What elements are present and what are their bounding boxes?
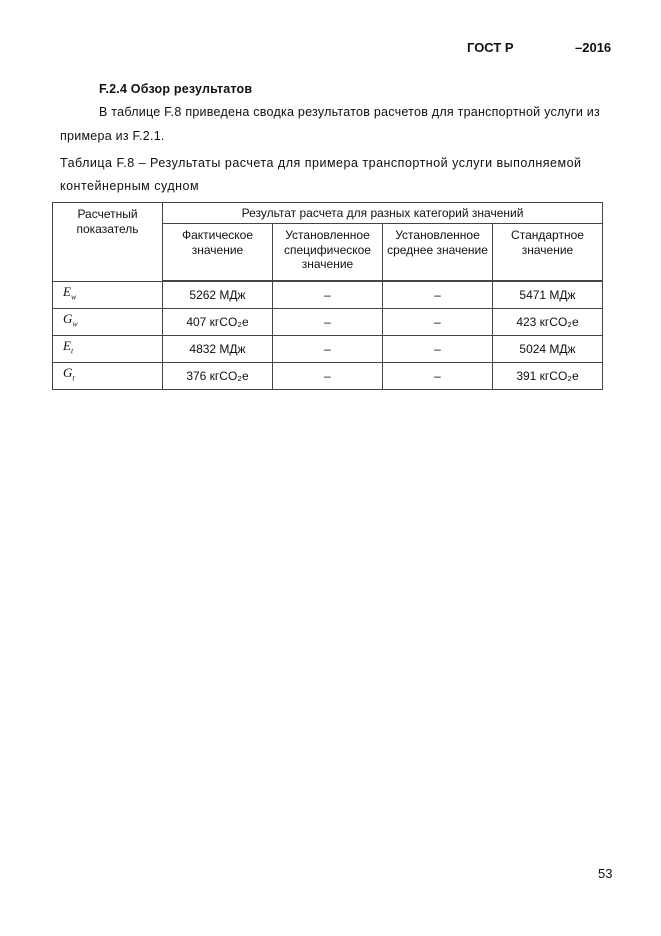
header-year: –2016 (575, 40, 612, 55)
table-row (53, 309, 603, 336)
symbol-cell (53, 309, 163, 336)
section-title: F.2.4 Обзор результатов (99, 82, 253, 96)
symbol-subscript: w (70, 292, 77, 302)
standard-value-cell: 5471 МДж (493, 281, 603, 309)
header-standard-code: ГОСТ Р (467, 40, 514, 55)
actual-value-cell: 376 кгCO₂e (163, 363, 273, 390)
table-row (53, 363, 603, 390)
symbol: G (63, 364, 73, 380)
column-header-average: Установленное среднее значение (383, 224, 493, 282)
average-value-cell: – (383, 336, 493, 363)
average-value-cell: – (383, 363, 493, 390)
average-value-cell: – (383, 281, 493, 309)
specific-value-cell: – (273, 336, 383, 363)
table-row (53, 336, 603, 363)
symbol-cell (53, 336, 163, 363)
symbol-cell (53, 281, 163, 309)
results-table (52, 202, 603, 390)
symbol-subscript: w (72, 319, 78, 329)
column-header-standard: Стандартное значение (493, 224, 603, 282)
symbol: G (63, 310, 73, 326)
row-header-cell: Расчетный показатель (53, 203, 163, 282)
symbol-subscript: t (70, 346, 74, 356)
actual-value-cell: 5262 МДж (163, 281, 273, 309)
specific-value-cell: – (273, 281, 383, 309)
page-number: 53 (598, 866, 613, 881)
table-row (53, 281, 603, 309)
symbol-subscript: t (72, 373, 75, 383)
symbol-cell (53, 363, 163, 390)
column-header-actual: Фактическое значение (163, 224, 273, 282)
column-header-specific: Установленное специфическое значение (273, 224, 383, 282)
intro-paragraph: В таблице F.8 приведена сводка результатов расчетов для транспортной услуги из примера из F.2.1. (60, 105, 600, 143)
standard-value-cell: 5024 МДж (493, 336, 603, 363)
actual-value-cell: 4832 МДж (163, 336, 273, 363)
specific-value-cell: – (273, 309, 383, 336)
actual-value-cell: 407 кгCO₂e (163, 309, 273, 336)
symbol: E (63, 283, 71, 299)
specific-value-cell: – (273, 363, 383, 390)
standard-value-cell: 391 кгCO₂e (493, 363, 603, 390)
table-caption: Таблица F.8 – Результаты расчета для примера транспортной услуги выполняемой контейнерным судном (60, 156, 582, 193)
symbol: E (63, 337, 71, 353)
standard-value-cell: 423 кгCO₂e (493, 309, 603, 336)
average-value-cell: – (383, 309, 493, 336)
group-header-cell: Результат расчета для разных категорий значений (163, 203, 603, 224)
